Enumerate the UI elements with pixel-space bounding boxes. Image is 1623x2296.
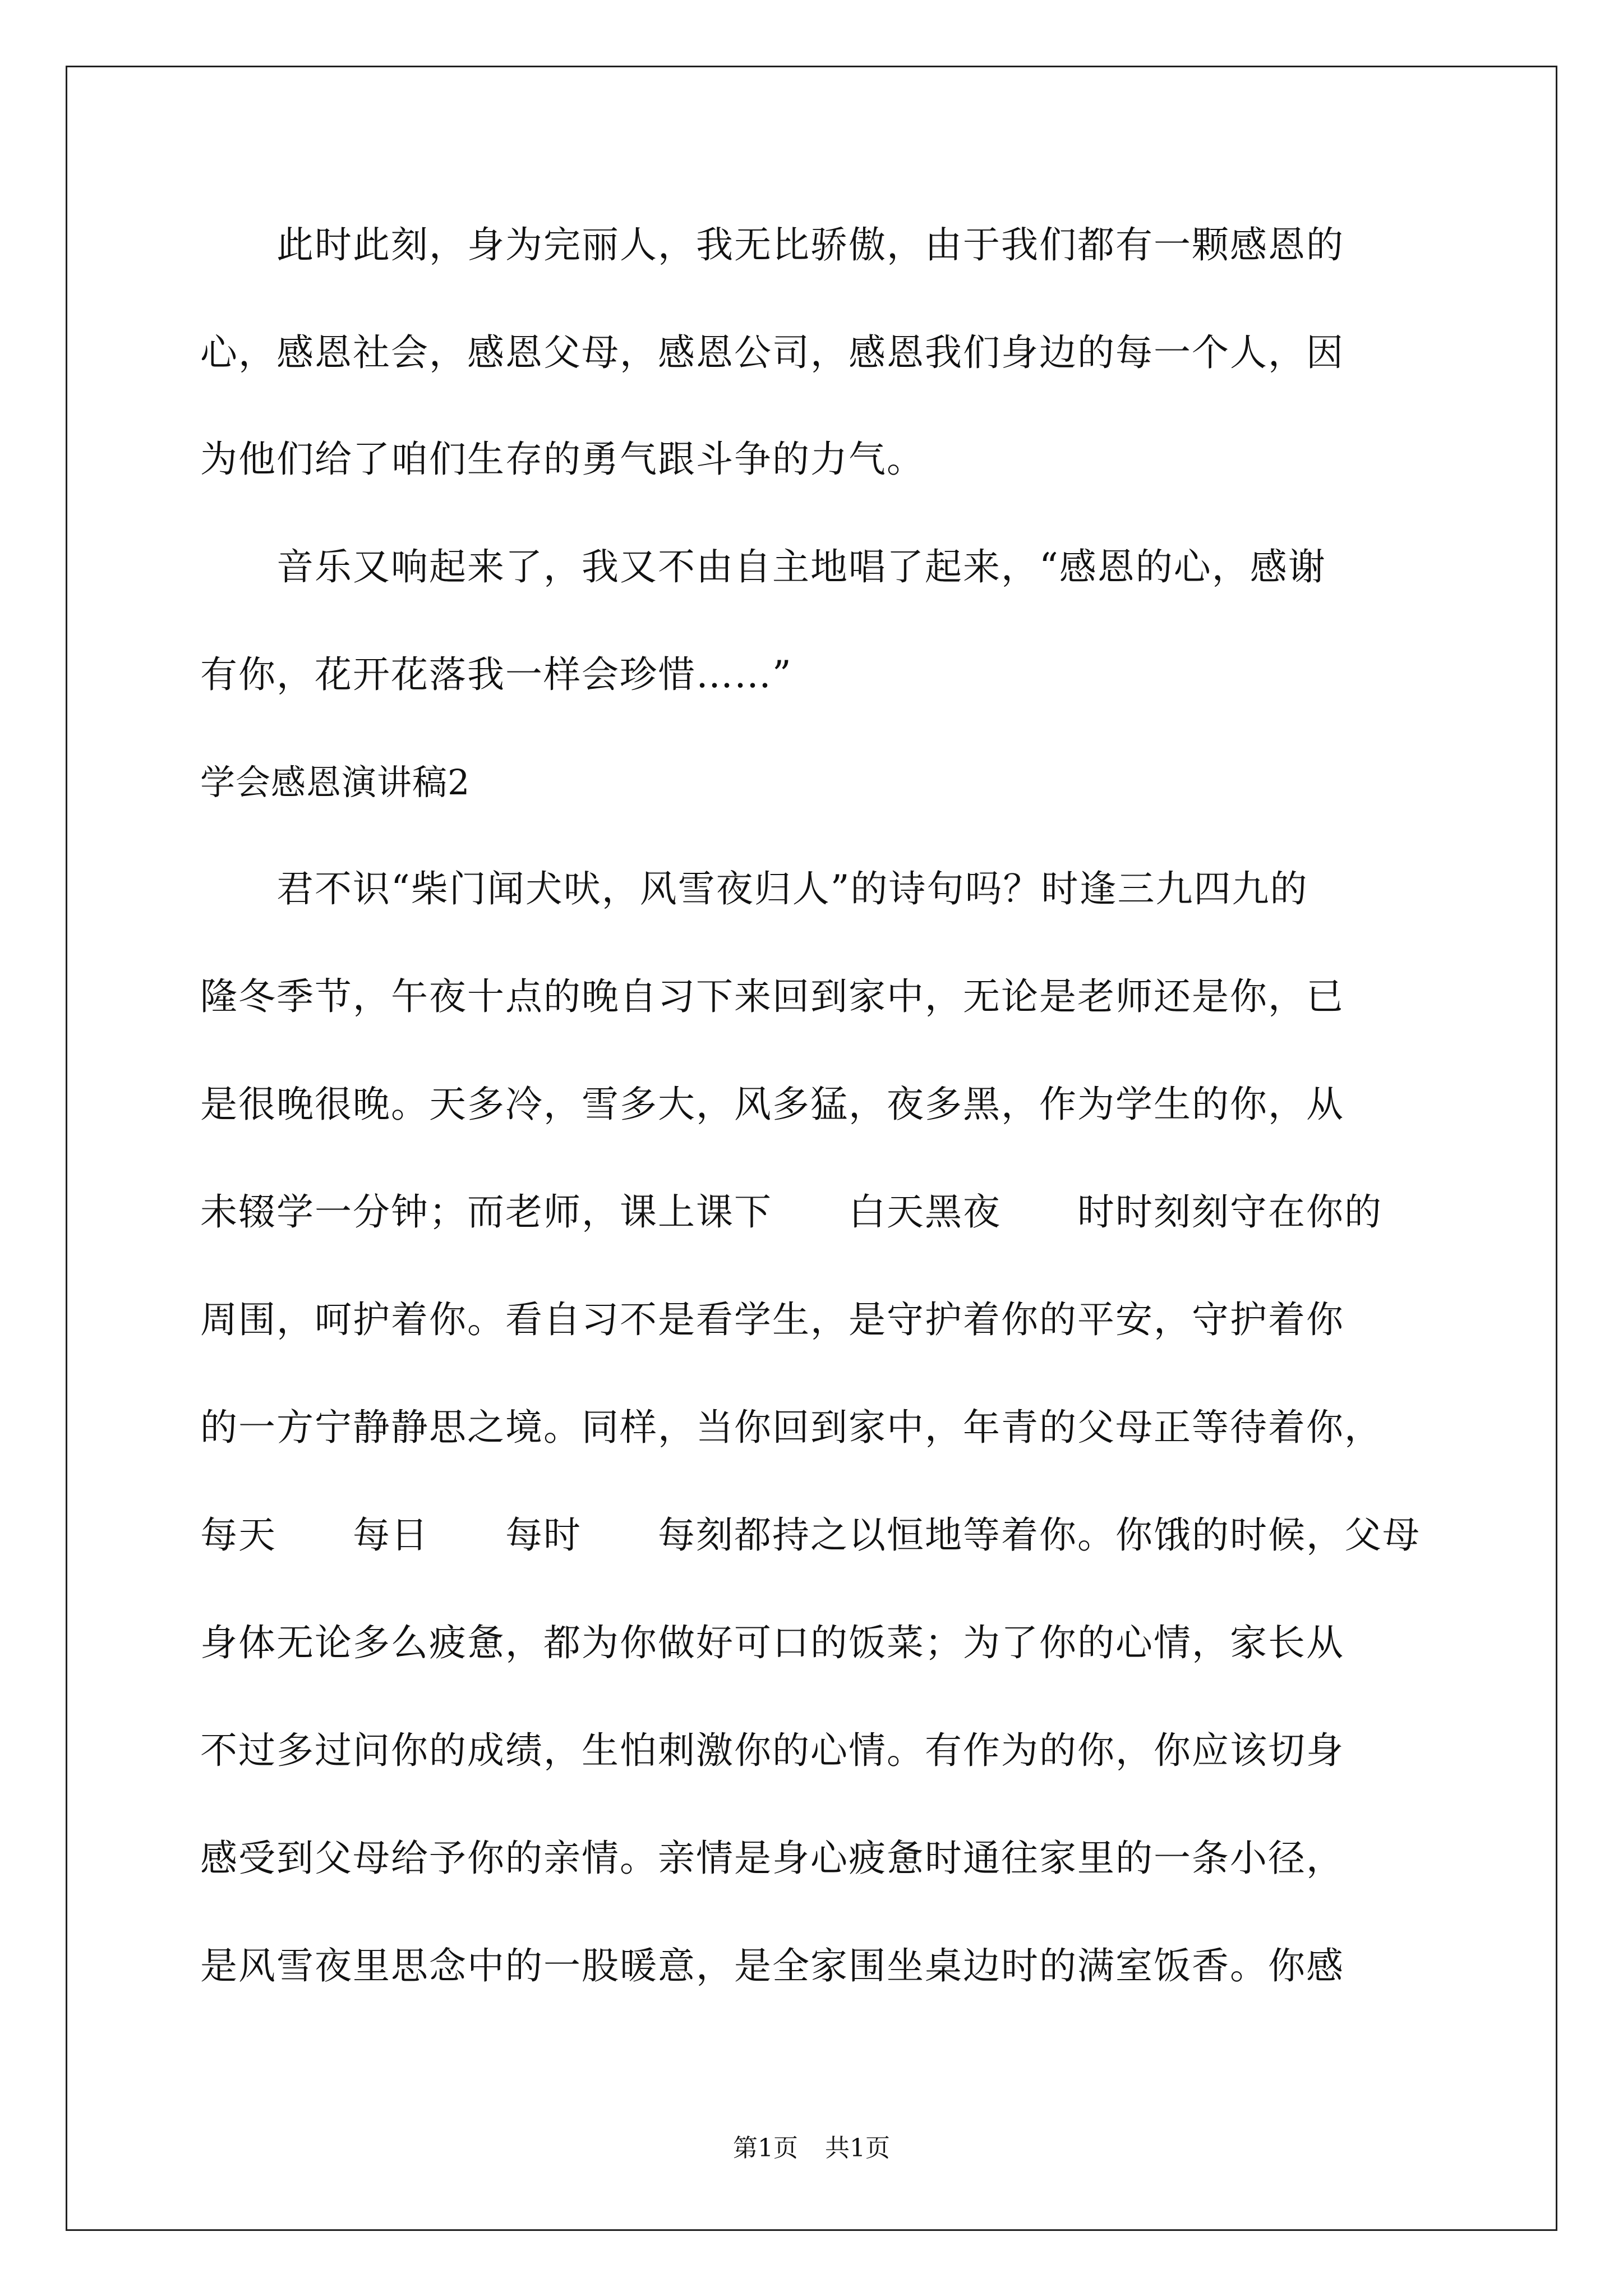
paragraph-3-line-11: 是风雪夜里思念中的一股暖意，是全家围坐桌边时的满室饭香。你感 (200, 1944, 1344, 1987)
page-footer (0, 2136, 1623, 2161)
paragraph-1-line-1: 此时此刻，身为完丽人，我无比骄傲，由于我们都有一颗感恩的 (200, 223, 1344, 266)
paragraph-3-line-10: 感受到父母给予你的亲情。亲情是身心疲惫时通往家里的一条小径， (200, 1837, 1344, 1880)
paragraph-3-line-2: 隆冬季节，午夜十点的晚自习下来回到家中，无论是老师还是你，已 (200, 975, 1344, 1018)
page-total: 共1页 (825, 2134, 890, 2162)
paragraph-3-line-1: 君不识“柴门闻犬吠，风雪夜归人”的诗句吗？时逢三九四九的 (200, 867, 1308, 910)
paragraph-1-line-3: 为他们给了咱们生存的勇气跟斗争的力气。 (200, 438, 925, 481)
paragraph-3-line-4: 未辍学一分钟；而老师，课上课下 白天黑夜 时时刻刻守在你的 (200, 1190, 1382, 1234)
page-number: 第1页 (733, 2134, 798, 2162)
paragraph-3-line-7: 每天 每日 每时 每刻都持之以恒地等着你。你饿的时候，父母 (200, 1513, 1421, 1557)
page-border (66, 66, 1557, 2231)
paragraph-3-line-3: 是很晚很晚。天多冷，雪多大，风多猛，夜多黑，作为学生的你，从 (200, 1083, 1344, 1126)
section-heading: 学会感恩演讲稿2 (200, 762, 471, 803)
paragraph-3-line-9: 不过多过问你的成绩，生怕刺激你的心情。有作为的你，你应该切身 (200, 1729, 1344, 1772)
paragraph-3-line-5: 周围，呵护着你。看自习不是看学生，是守护着你的平安，守护着你 (200, 1298, 1344, 1341)
paragraph-2-line-2: 有你，花开花落我一样会珍惜……” (200, 653, 792, 696)
paragraph-1-line-2: 心，感恩社会，感恩父母，感恩公司，感恩我们身边的每一个人，因 (200, 331, 1344, 374)
paragraph-3-line-8: 身体无论多么疲惫，都为你做好可口的饭菜；为了你的心情，家长从 (200, 1621, 1344, 1664)
paragraph-3-line-6: 的一方宁静静思之境。同样，当你回到家中，年青的父母正等待着你， (200, 1406, 1382, 1449)
paragraph-2-line-1: 音乐又响起来了，我又不由自主地唱了起来，“感恩的心，感谢 (200, 545, 1326, 588)
